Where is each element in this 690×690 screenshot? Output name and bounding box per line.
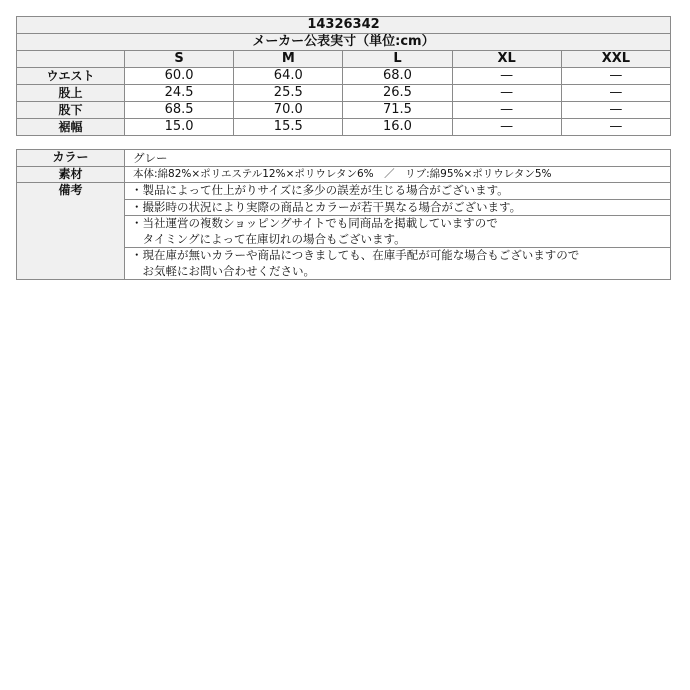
note-line: お気軽にお問い合わせください。 bbox=[131, 263, 315, 278]
size-table bbox=[16, 16, 671, 136]
header-corner bbox=[17, 51, 125, 68]
product-code: 14326342 bbox=[17, 17, 671, 34]
cell-value: — bbox=[452, 68, 561, 85]
cell-value: 68.5 bbox=[125, 102, 234, 119]
table-row bbox=[17, 119, 671, 136]
cell-value: 15.5 bbox=[234, 119, 343, 136]
size-header-m: M bbox=[234, 51, 343, 68]
cell-value: 68.0 bbox=[343, 68, 452, 85]
color-value: グレー bbox=[125, 150, 671, 167]
notes-label: 備考 bbox=[17, 183, 125, 280]
size-header-xxl: XXL bbox=[561, 51, 670, 68]
size-header-xl: XL bbox=[452, 51, 561, 68]
cell-value: 16.0 bbox=[343, 119, 452, 136]
note-item bbox=[125, 200, 670, 217]
cell-value: — bbox=[561, 85, 670, 102]
note-item bbox=[125, 248, 670, 279]
cell-value: — bbox=[452, 102, 561, 119]
cell-value: — bbox=[561, 68, 670, 85]
cell-value: — bbox=[452, 119, 561, 136]
note-line: ・製品によって仕上がりサイズに多少の誤差が生じる場合がございます。 bbox=[131, 183, 509, 197]
color-label: カラー bbox=[17, 150, 125, 167]
row-label-hem-width: 裾幅 bbox=[17, 119, 125, 136]
material-value: 本体:綿82%×ポリエステル12%×ポリウレタン6% ／ リブ:綿95%×ポリウレタン5% bbox=[125, 167, 671, 183]
row-label-inseam: 股下 bbox=[17, 102, 125, 119]
note-line: ・撮影時の状況により実際の商品とカラーが若干異なる場合がございます。 bbox=[131, 199, 522, 214]
cell-value: 15.0 bbox=[125, 119, 234, 136]
cell-value: — bbox=[561, 102, 670, 119]
cell-value: — bbox=[561, 119, 670, 136]
cell-value: 71.5 bbox=[343, 102, 452, 119]
note-line: タイミングによって在庫切れの場合もございます。 bbox=[131, 231, 406, 246]
material-label: 素材 bbox=[17, 167, 125, 183]
note-line: ・現在庫が無いカラーや商品につきましても、在庫手配が可能な場合もございますので bbox=[131, 248, 580, 262]
table-row bbox=[17, 68, 671, 85]
cell-value: 60.0 bbox=[125, 68, 234, 85]
info-table bbox=[16, 149, 671, 280]
cell-value: 24.5 bbox=[125, 85, 234, 102]
row-label-waist: ウエスト bbox=[17, 68, 125, 85]
table-row bbox=[17, 85, 671, 102]
note-item bbox=[125, 216, 670, 248]
table-row bbox=[17, 102, 671, 119]
cell-value: 26.5 bbox=[343, 85, 452, 102]
row-label-rise: 股上 bbox=[17, 85, 125, 102]
size-table-caption: メーカー公表実寸（単位:cm） bbox=[17, 34, 671, 51]
size-header-s: S bbox=[125, 51, 234, 68]
note-item bbox=[125, 183, 670, 200]
note-line: ・当社運営の複数ショッピングサイトでも同商品を掲載していますので bbox=[131, 216, 498, 230]
cell-value: 70.0 bbox=[234, 102, 343, 119]
cell-value: — bbox=[452, 85, 561, 102]
cell-value: 64.0 bbox=[234, 68, 343, 85]
notes-list bbox=[125, 183, 671, 280]
size-header-l: L bbox=[343, 51, 452, 68]
cell-value: 25.5 bbox=[234, 85, 343, 102]
